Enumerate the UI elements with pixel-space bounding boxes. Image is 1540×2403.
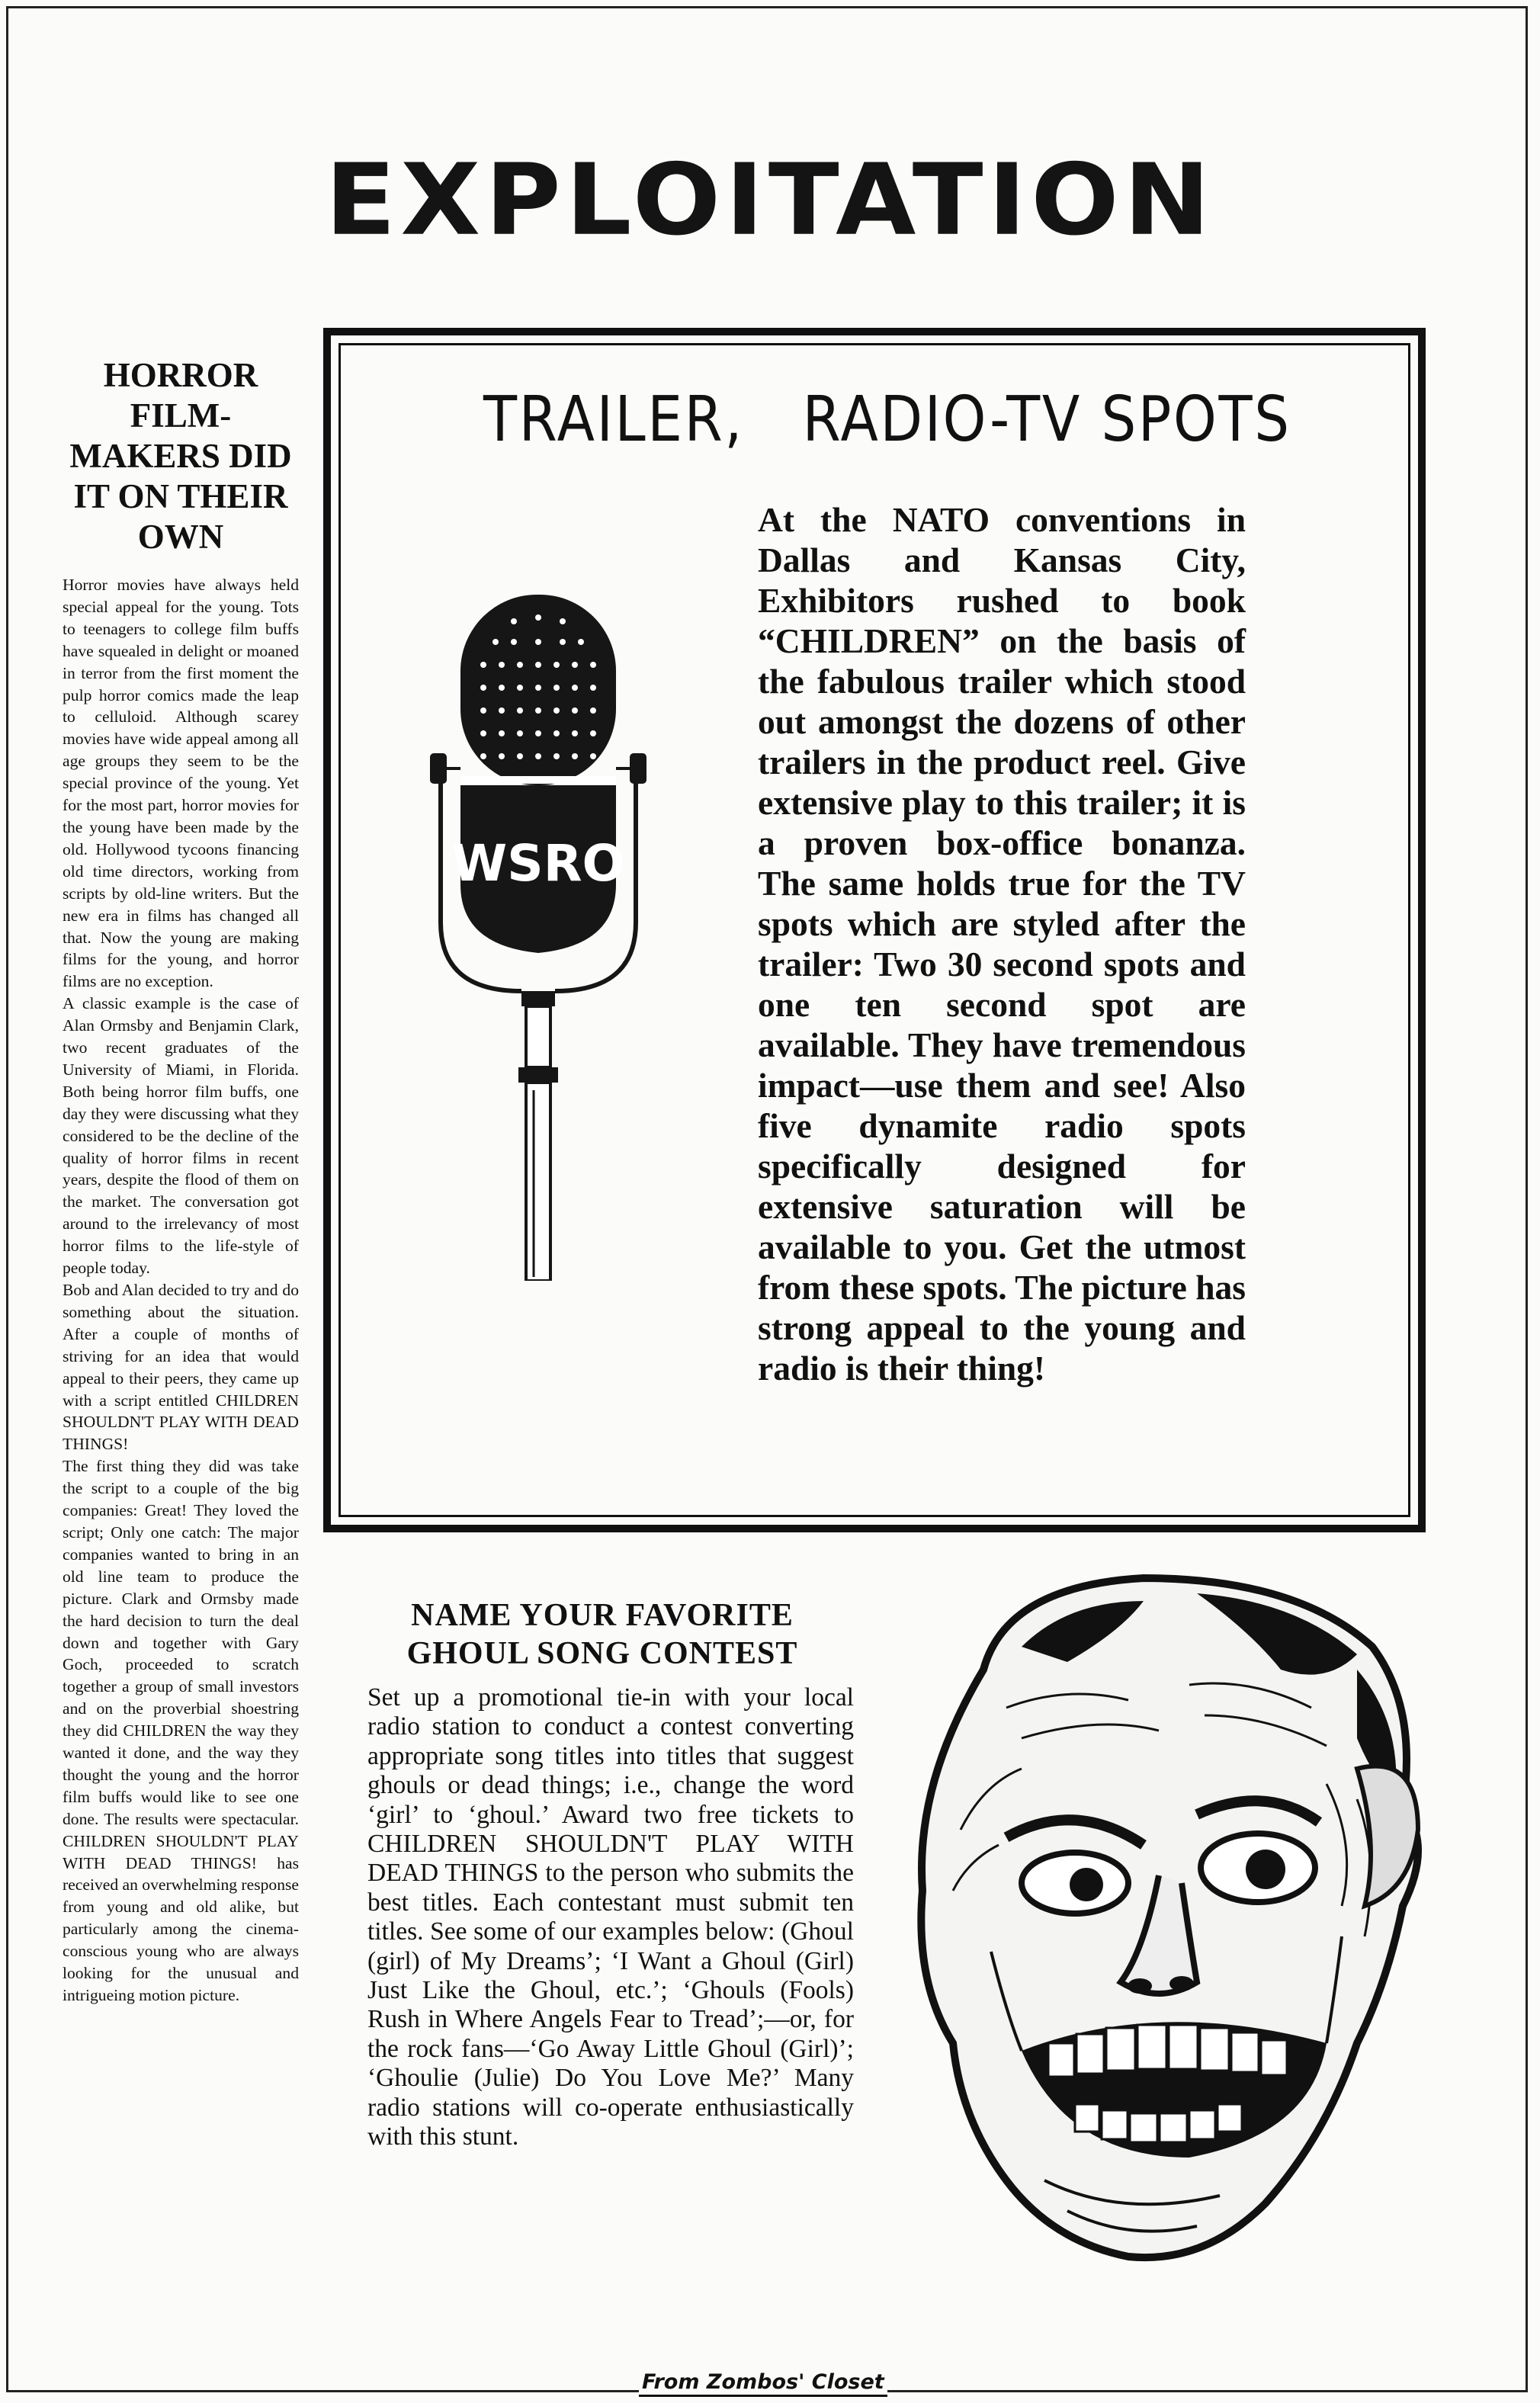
mic-label: WSRO <box>451 834 625 893</box>
sidebar-article <box>63 355 299 2007</box>
sidebar-headline: HORROR FILM-MAKERS DID IT ON THEIR OWN <box>69 356 292 556</box>
contest-body: Set up a promotional tie-in with your local radio station to conduct a contest converting appropriate song titles into titles that suggest ghouls or dead things; i.e., change the word ‘girl’ to ‘ghoul.’ Award two free tickets to CHILDREN SHOULDN'T PLAY WITH DEAD THINGS to the person who submits the best titles. Each contestant must submit ten titles. See some of our examples below: (Ghoul (girl) of My Dreams’; ‘I Want a Ghoul (Girl) Just Like the Ghoul, etc.’; ‘Ghouls (Fools) Rush in Where Angels Fear to Tread’;—or, for the rock fans—‘Go Away Little Ghoul (Girl)’; ‘Ghoulie (Julie) Do You Love Me?’ Many radio stations will co-operate enthusiastically with this stunt. <box>367 1683 854 2151</box>
sidebar-paragraph: Horror movies have always held special appeal for the young. Tots to teenagers to college film buffs have squealed in delight or moaned in terror from the first moment the pulp horror comics made the leap to celluloid. Although scarey movies have wide appeal among all age groups they seem to be the special province of the young. Yet for the most part, horror movies for the young have been made by the old. Hollywood tycoons financing old time directors, working from scripts by old-line writers. But the new era in films has changed all that. Now the young are making films for the young, and horror films are no exception. <box>63 576 299 991</box>
microphone-illustration <box>407 595 666 1281</box>
contest-article <box>351 1596 854 2152</box>
sidebar-paragraph: A classic example is the case of Alan Ormsby and Benjamin Clark, two recent graduates of the University of Miami, in Florida. Both being horror film buffs, one day they were discussing what they considered to be the decline of the quality of horror films in recent years, despite the flood of them on the market. The conversation got around to the irrelevancy of most horror films to the life-style of people today. <box>63 994 299 1278</box>
trailer-box <box>323 328 1426 1532</box>
trailer-body: At the NATO conventions in Dallas and Kansas City, Exhibitors rushed to book “CHILDREN” on the basis of the fabulous trailer which stood out amongst the dozens of other trailers in the product reel. Give extensive play to this trailer; it is a proven box-office bonanza. The same holds true for the TV spots which are styled after the trailer: Two 30 second spots and one ten second spot are available. They have tremendous impact—use them and see! Also five dynamite radio spots specifically designed for extensive saturation will be available to you. Get the utmost from these spots. The picture has strong appeal to the young and radio is their thing! <box>758 500 1246 1388</box>
sidebar-paragraph: The first thing they did was take the script to a couple of the big companies: Great! They loved the script; Only one catch: The major companies wanted to bring in an old line team to produce the picture. Clark and Ormsby made the hard decision to turn the deal down and together with Gary Goch, proceeded to scratch together a group of small investors and on the proverbial shoestring they did CHILDREN the way they wanted it done, and the way they thought the young and the horror film buffs would like to see one done. The results were spectacular. CHILDREN SHOULDN'T PLAY WITH DEAD THINGS! has received an overwhelming response from young and old alike, but particularly among the cinema-conscious young who are always looking for the unusual and intrigueing motion picture. <box>63 1457 299 2004</box>
source-credit: From Zombos' Closet <box>639 2371 887 2397</box>
sidebar-paragraph: Bob and Alan decided to try and do something about the situation. After a couple of months of striving for an idea that would appeal to their peers, they came up with a script entitled CHILDREN SHOULDN'T PLAY WITH DEAD THINGS! <box>63 1281 299 1454</box>
ghoul-face-illustration <box>869 1555 1449 2279</box>
trailer-heading: TRAILER, RADIO-TV SPOTS <box>483 383 1291 456</box>
page-title: EXPLOITATION <box>325 143 1215 258</box>
sidebar-body <box>63 574 299 2007</box>
contest-heading: NAME YOUR FAVORITE GHOUL SONG CONTEST <box>406 1598 798 1671</box>
